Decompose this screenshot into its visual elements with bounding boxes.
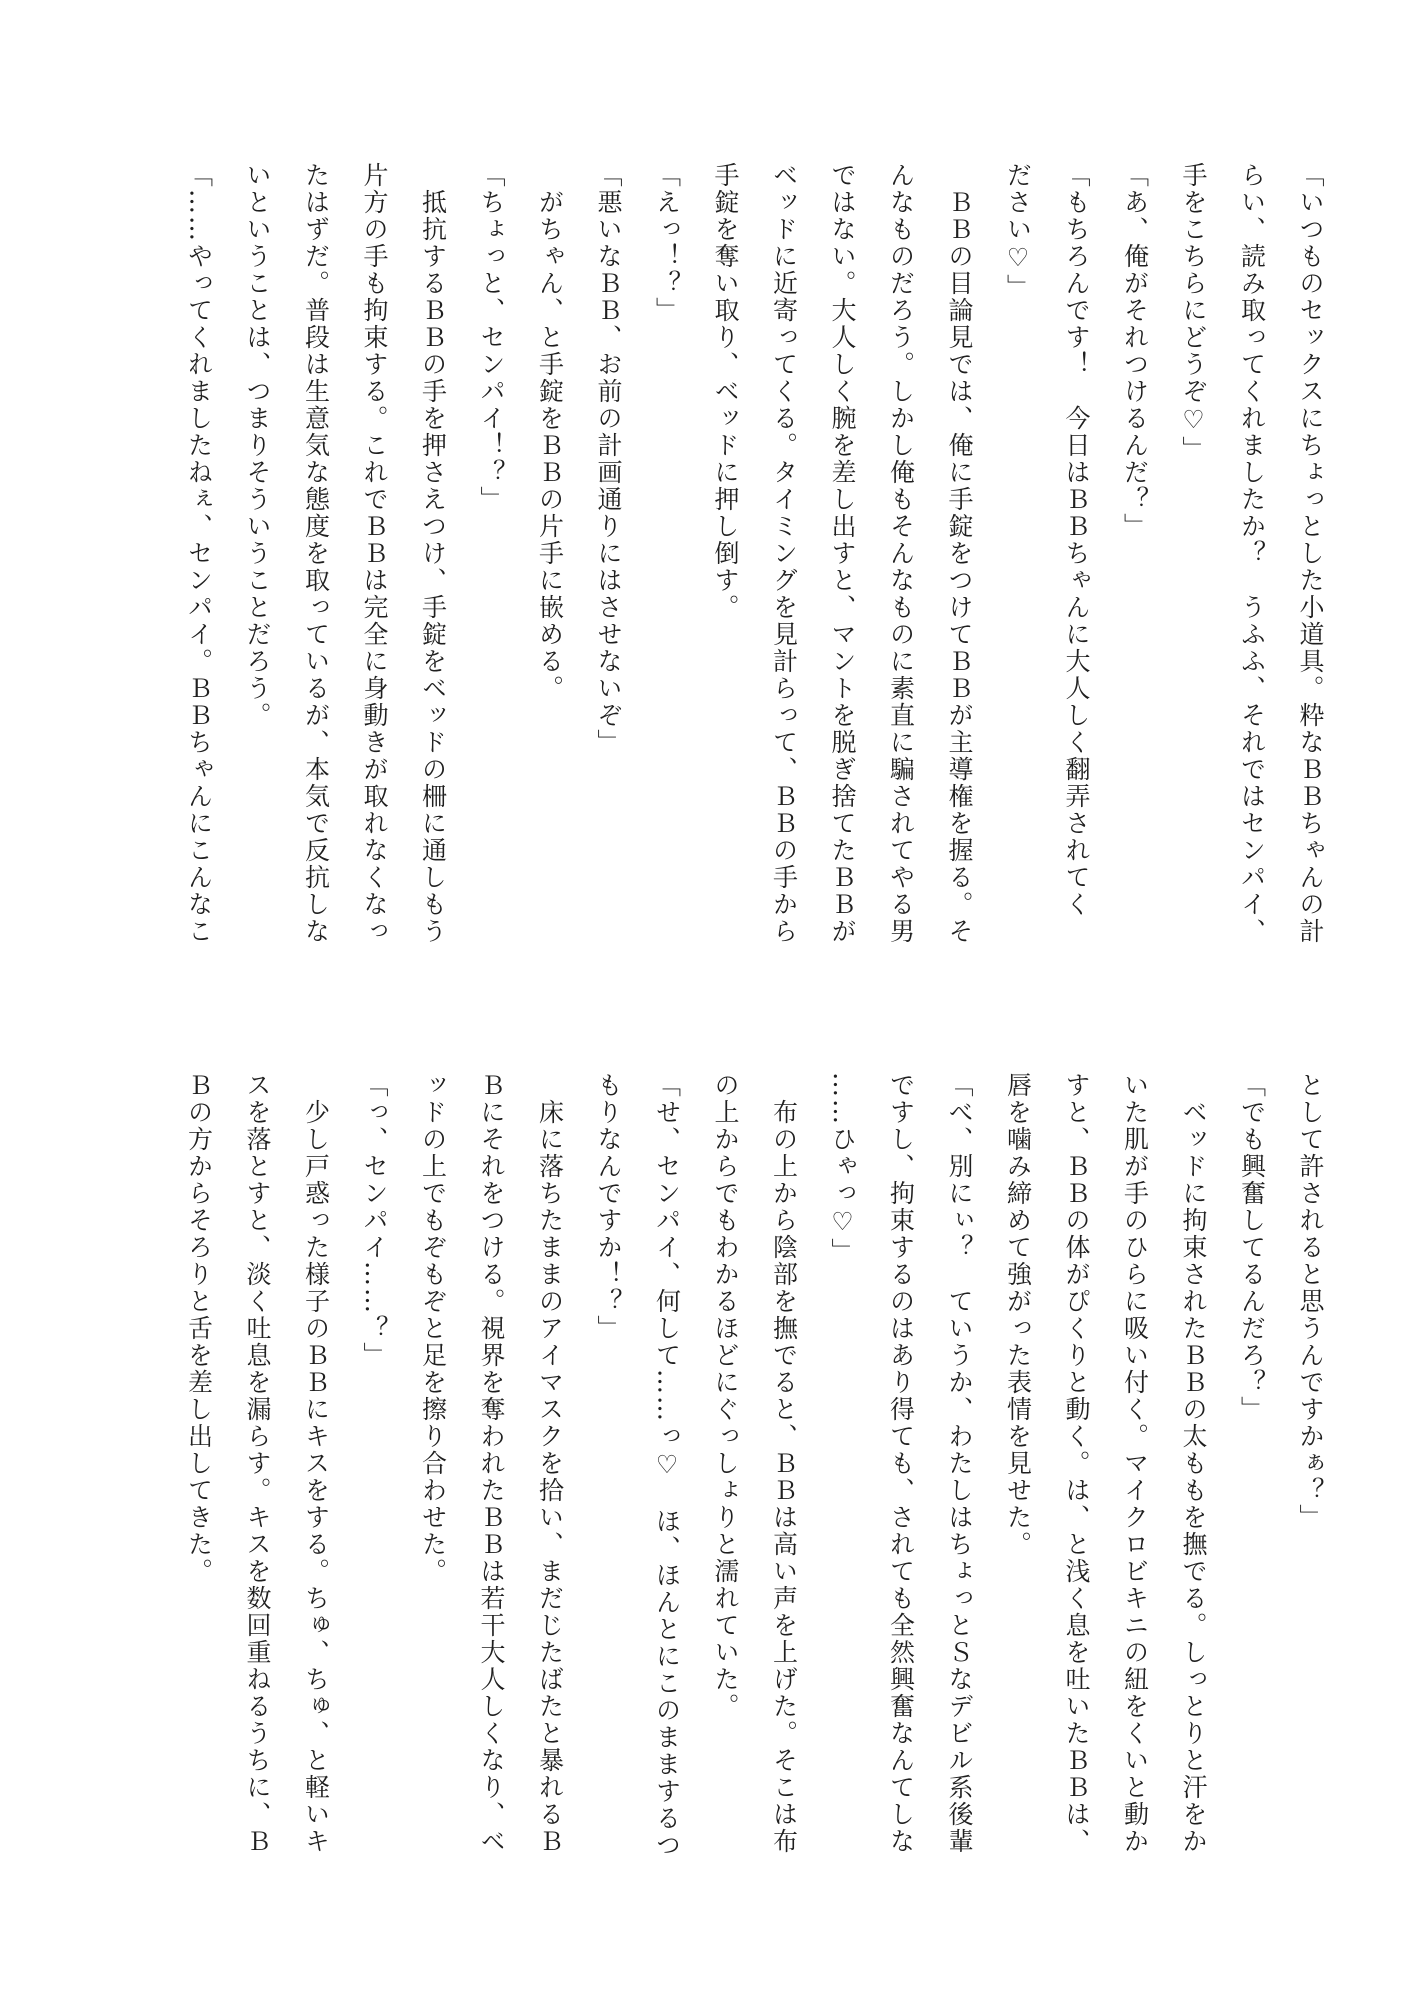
text-column: すと、ＢＢの体がぴくりと動く。は、と浅く息を吐いたＢＢは、 (1062, 1072, 1091, 1855)
text-column: 「えっ！？」 (652, 162, 682, 324)
text-column: ベッドに拘束されたＢＢの太ももを撫でる。しっとりと汗をか (1179, 1072, 1208, 1855)
text-column: ベッドに近寄ってくる。タイミングを見計らって、ＢＢの手から (769, 162, 799, 945)
text-column: ッドの上でもぞもぞと足を擦り合わせた。 (418, 1072, 448, 1585)
text-column: ＢＢの目論見では、俺に手錠をつけてＢＢが主導権を握る。そ (945, 162, 974, 945)
text-column: 布の上から陰部を撫でると、ＢＢは高い声を上げた。そこは布 (769, 1072, 799, 1855)
text-column: ではない。大人しく腕を差し出すと、マントを脱ぎ捨てたＢＢが (828, 162, 857, 945)
text-column: 「べ、別にぃ？ ていうか、わたしはちょっとＳなデビル系後輩 (945, 1072, 974, 1855)
text-column: 「でも興奮してるんだろ？」 (1237, 1072, 1267, 1423)
text-column: として許されると思うんですかぁ？」 (1296, 1072, 1325, 1531)
text-column: たはずだ。普段は生意気な態度を取っているが、本気で反抗しな (301, 162, 331, 945)
text-column: スを落とすと、淡く吐息を漏らす。キスを数回重ねるうちに、Ｂ (243, 1072, 272, 1855)
text-column: んなものだろう。しかし俺もそんなものに素直に騙されてやる男 (886, 162, 916, 945)
text-column: 「悪いなＢＢ、お前の計画通りにはさせないぞ」 (594, 162, 623, 756)
text-column: 片方の手も拘束する。これでＢＢは完全に身動きが取れなくなっ (360, 162, 389, 945)
text-column: 「ちょっと、センパイ！？」 (477, 162, 506, 513)
text-column: 「あ、俺がそれつけるんだ？」 (1120, 162, 1150, 540)
text-column: 手錠を奪い取り、ベッドに押し倒す。 (711, 162, 740, 621)
text-column: 抵抗するＢＢの手を押さえつけ、手錠をベッドの柵に通しもう (418, 162, 448, 945)
text-column: の上からでもわかるほどにぐっしょりと濡れていた。 (711, 1072, 740, 1720)
text-column: ださい♡」 (1003, 162, 1033, 301)
text-column: 「せ、センパイ、何して……っ♡ ほ、ほんとにこのままするつ (652, 1072, 682, 1859)
text-column: 「……やってくれましたねぇ、センパイ。ＢＢちゃんにこんなこ (184, 162, 214, 945)
vertical-text-block-top (169, 162, 1339, 962)
text-column: 唇を噛み締めて強がった表情を見せた。 (1003, 1072, 1033, 1558)
text-column: ですし、拘束するのはあり得ても、されても全然興奮なんてしな (886, 1072, 916, 1855)
vertical-text-block-bottom (169, 1072, 1339, 1872)
text-column: 「もちろんです！ 今日はＢＢちゃんに大人しく翻弄されてく (1062, 162, 1091, 918)
text-column: 「いつものセックスにちょっとした小道具。粋なＢＢちゃんの計 (1296, 162, 1325, 945)
text-column: らい、読み取ってくれましたか？ うふふ、それではセンパイ、 (1237, 162, 1267, 945)
text-column: ……ひゃっ♡」 (828, 1072, 857, 1265)
text-column: いた肌が手のひらに吸い付く。マイクロビキニの紐をくいと動か (1120, 1072, 1150, 1855)
text-column: 手をこちらにどうぞ♡」 (1179, 162, 1208, 463)
text-column: いということは、つまりそういうことだろう。 (243, 162, 272, 729)
text-column: 床に落ちたままのアイマスクを拾い、まだじたばたと暴れるＢ (535, 1072, 565, 1855)
text-column: 少し戸惑った様子のＢＢにキスをする。ちゅ、ちゅ、と軽いキ (301, 1072, 331, 1855)
text-column: Ｂにそれをつける。視界を奪われたＢＢは若干大人しくなり、ベ (477, 1072, 506, 1855)
text-column: がちゃん、と手錠をＢＢの片手に嵌める。 (535, 162, 565, 702)
text-column: もりなんですか！？」 (594, 1072, 623, 1342)
text-column: Ｂの方からそろりと舌を差し出してきた。 (184, 1072, 214, 1585)
text-column: 「っ、センパイ……？」 (360, 1072, 389, 1369)
